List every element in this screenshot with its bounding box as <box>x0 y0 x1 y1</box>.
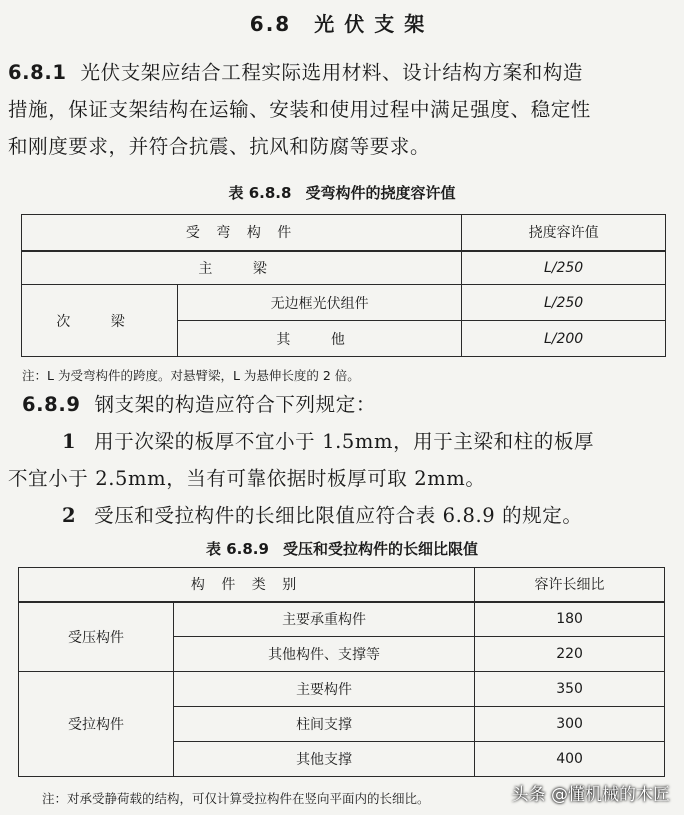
table-caption-number: 表 6.8.9 <box>206 540 269 558</box>
watermark: 头条 @懂机械的木匠 <box>511 785 670 805</box>
section-title <box>0 8 684 37</box>
table-6-8-8-note: 注：L 为受弯构件的跨度。对悬臂梁，L 为悬伸长度的 2 倍。 <box>22 368 360 383</box>
table-caption-title: 受弯构件的挠度容许值 <box>305 184 456 202</box>
clause-6-8-1-line-3: 和刚度要求，并符合抗震、抗风和防腐等要求。 <box>8 135 431 158</box>
clause-6-8-9-item-2 <box>8 497 672 534</box>
header-member: 受 弯 构 件 <box>22 215 462 251</box>
table-6-8-9-note: 注：对承受静荷载的结构，可仅计算受拉构件在竖向平面内的长细比。 <box>42 791 430 806</box>
table-row <box>22 285 666 321</box>
table-6-8-8 <box>21 214 666 357</box>
item-1-line-2: 不宜小于 2.5mm，当有可靠依据时板厚可取 2mm。 <box>8 467 486 490</box>
row-frameless-value: L/250 <box>462 285 666 321</box>
clause-6-8-1-line-1 <box>8 54 672 91</box>
tension-row-3-name: 其他支撑 <box>174 742 475 777</box>
row-secondary-beam-label: 次 梁 <box>22 285 178 357</box>
section-number: 6.8 <box>249 12 292 36</box>
clause-number: 6.8.9 <box>22 393 81 416</box>
clause-text: 钢支架的构造应符合下列规定： <box>94 393 376 416</box>
section-heading: 光伏支架 <box>314 12 435 36</box>
row-frameless-label: 无边框光伏组件 <box>178 285 462 321</box>
clause-number: 6.8.1 <box>8 61 67 84</box>
row-main-beam-label: 主 梁 <box>22 251 462 285</box>
clause-6-8-1 <box>8 54 672 165</box>
item-1-line-1 <box>8 423 672 460</box>
compression-row-2-value: 220 <box>475 637 665 672</box>
clause-6-8-9 <box>8 386 672 423</box>
tension-row-2-name: 柱间支撑 <box>174 707 475 742</box>
table-6-8-9 <box>18 567 665 777</box>
compression-row-1-value: 180 <box>475 602 665 637</box>
item-number: 1 <box>62 430 77 453</box>
row-other-value: L/200 <box>462 321 666 357</box>
item-number: 2 <box>62 504 77 527</box>
item-2-text: 受压和受拉构件的长细比限值应符合表 6.8.9 的规定。 <box>94 504 583 527</box>
table-row <box>22 251 666 285</box>
table-caption-title: 受压和受拉构件的长细比限值 <box>282 540 478 558</box>
header-slenderness: 容许长细比 <box>475 568 665 602</box>
clause-text: 光伏支架应结合工程实际选用材料、设计结构方案和构造 <box>80 61 584 84</box>
row-main-beam-value: L/250 <box>462 251 666 285</box>
tension-row-1-name: 主要构件 <box>174 672 475 707</box>
table-header-row <box>22 215 666 251</box>
row-other-label: 其 他 <box>178 321 462 357</box>
table-header-row <box>19 568 665 602</box>
table-6-8-9-caption <box>0 538 684 559</box>
clause-6-8-1-line-2: 措施，保证支架结构在运输、安装和使用过程中满足强度、稳定性 <box>8 98 591 121</box>
tension-row-1-value: 350 <box>475 672 665 707</box>
item-1-text: 用于次梁的板厚不宜小于 1.5mm，用于主梁和柱的板厚 <box>94 430 595 453</box>
tension-row-2-value: 300 <box>475 707 665 742</box>
header-deflection: 挠度容许值 <box>462 215 666 251</box>
compression-label: 受压构件 <box>19 602 174 672</box>
compression-row-1-name: 主要承重构件 <box>174 602 475 637</box>
tension-row-3-value: 400 <box>475 742 665 777</box>
table-row <box>19 672 665 707</box>
header-category: 构 件 类 别 <box>19 568 475 602</box>
table-row <box>19 602 665 637</box>
compression-row-2-name: 其他构件、支撑等 <box>174 637 475 672</box>
table-6-8-8-caption <box>0 182 684 203</box>
tension-label: 受拉构件 <box>19 672 174 777</box>
clause-6-8-9-item-1 <box>8 423 672 497</box>
table-caption-number: 表 6.8.8 <box>228 184 292 202</box>
